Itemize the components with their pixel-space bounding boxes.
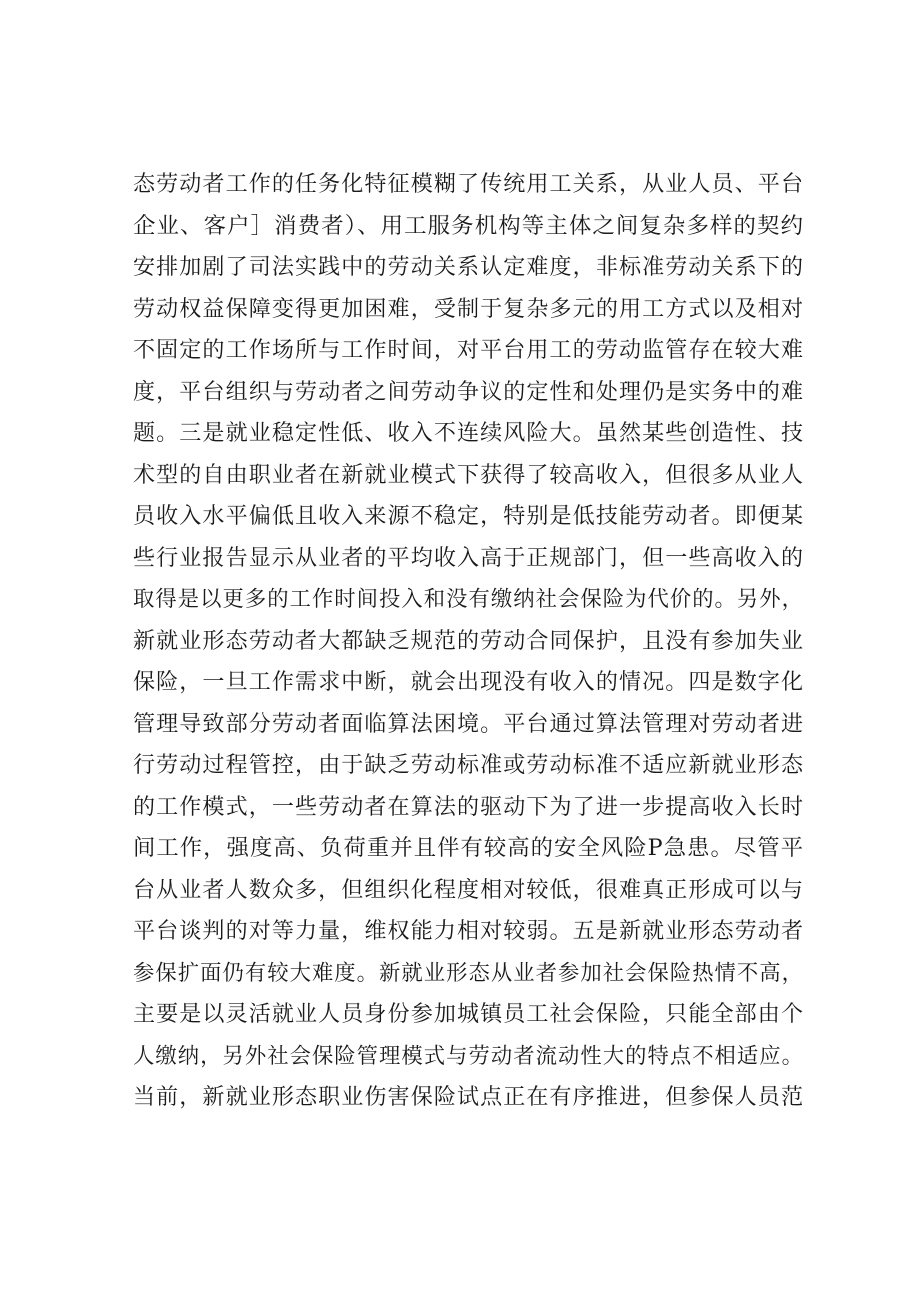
text-line: 题。三是就业稳定性低、收入不连续风险大。虽然某些创造性、技 xyxy=(133,421,803,446)
text-line: 主要是以灵活就业人员身份参加城镇员工社会保险，只能全部由个 xyxy=(133,1002,803,1027)
text-line: 间工作，强度高、负荷重并且伴有较高的安全风险P急患。尽管平 xyxy=(133,835,803,861)
text-line: 取得是以更多的工作时间投入和没有缴纳社会保险为代价的。另外， xyxy=(133,587,803,612)
text-line: 保险，一旦工作需求中断，就会出现没有收入的情况。四是数字化 xyxy=(133,670,803,695)
text-line: 员收入水平偏低且收入来源不稳定，特别是低技能劳动者。即便某 xyxy=(133,504,803,529)
text-line: 管理导致部分劳动者面临算法困境。平台通过算法管理对劳动者进 xyxy=(133,711,803,737)
text-line: 行劳动过程管控，由于缺乏劳动标准或劳动标准不适应新就业形态 xyxy=(133,753,803,778)
text-line: 参保扩面仍有较大难度。新就业形态从业者参加社会保险热情不高， xyxy=(133,960,803,986)
text-line: 术型的自由职业者在新就业模式下获得了较高收入，但很多从业人 xyxy=(133,462,803,488)
text-line: 劳动权益保障变得更加困难，受制于复杂多元的用工方式以及相对 xyxy=(133,296,803,322)
text-line: 当前，新就业形态职业伤害保险试点正在有序推进，但参保人员范 xyxy=(133,1085,803,1110)
text-line: 的工作模式，一些劳动者在算法的驱动下为了进一步提高收入长时 xyxy=(133,794,803,820)
text-line: 些行业报告显示从业者的平均收入高于正规部门，但一些高收入的 xyxy=(133,545,803,571)
body-text xyxy=(133,164,803,1119)
text-line: 企业、客户］消费者）、用工服务机构等主体之间复杂多样的契约 xyxy=(133,212,803,239)
text-line: 平台谈判的对等力量，维权能力相对较弱。五是新就业形态劳动者 xyxy=(133,919,803,944)
text-line: 不固定的工作场所与工作时间，对平台用工的劳动监管存在较大难 xyxy=(133,338,803,363)
text-line: 态劳动者工作的任务化特征模糊了传统用工关系，从业人员、平台 xyxy=(133,172,803,197)
text-line: 安排加剧了司法实践中的劳动关系认定难度，非标准劳动关系下的 xyxy=(133,255,803,280)
text-line: 新就业形态劳动者大都缺乏规范的劳动合同保护，且没有参加失业 xyxy=(133,628,803,654)
text-line: 人缴纳，另外社会保险管理模式与劳动者流动性大的特点不相适应。 xyxy=(133,1043,803,1069)
text-line: 度，平台组织与劳动者之间劳动争议的定性和处理仍是实务中的难 xyxy=(133,379,803,405)
text-line: 台从业者人数众多，但组织化程度相对较低，很难真正形成可以与 xyxy=(133,877,803,903)
